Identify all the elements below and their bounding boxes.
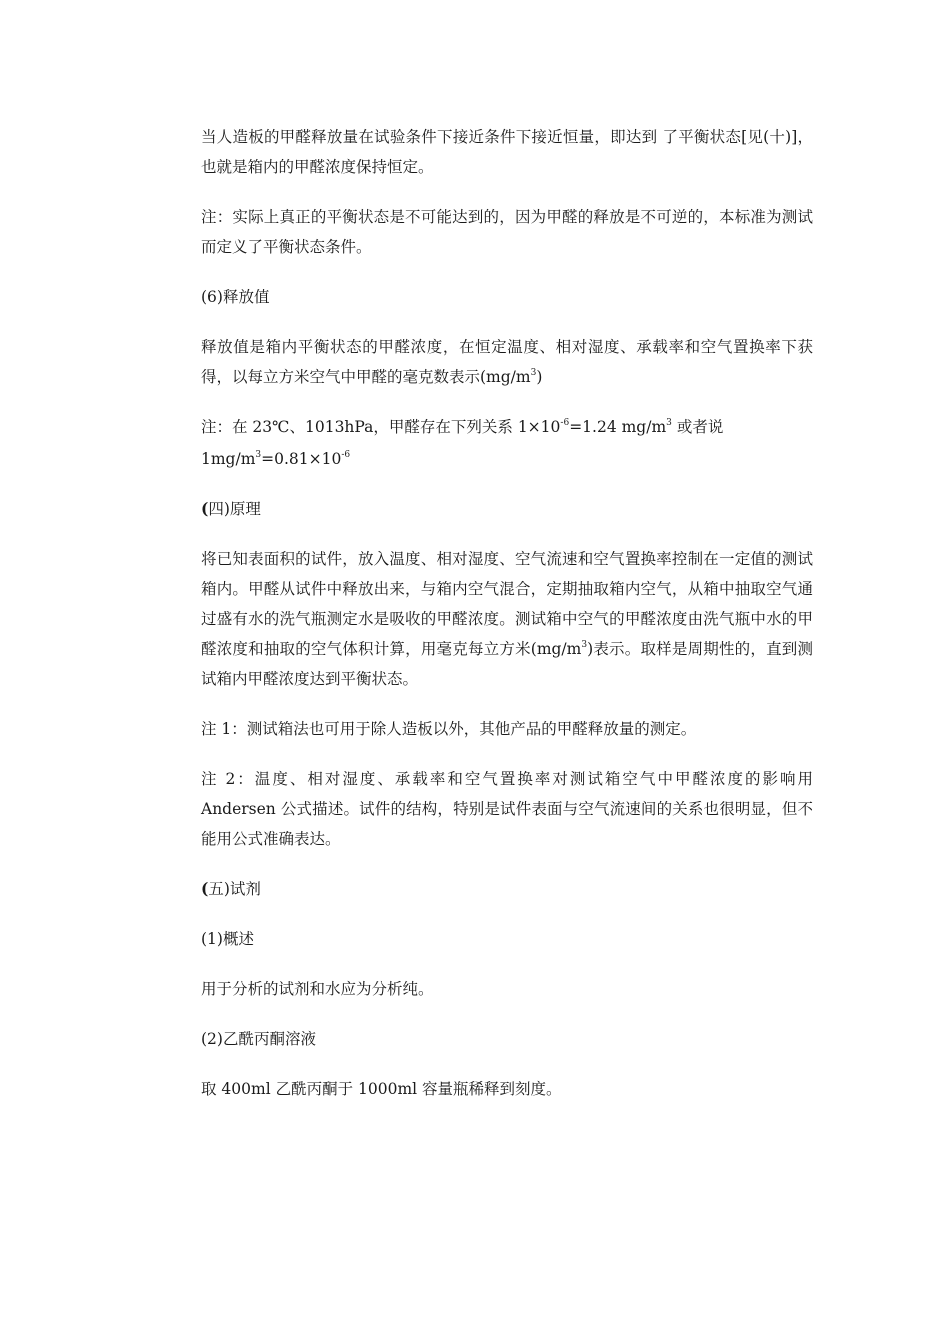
document-body xyxy=(201,122,813,1124)
heading-text: (2)乙酰丙酮溶液 xyxy=(201,1030,316,1048)
note-equilibrium xyxy=(201,202,813,262)
paragraph-text: 将已知表面积的试件，放入温度、相对湿度、空气流速和空气置换率控制在一定值的测试箱内。甲醛从试件中释放出来，与箱内空气混合，定期抽取箱内空气，从箱中抽取空气通过盛有水的洗气瓶测定水是吸收的甲醛浓度。测试箱中空气的甲醛浓度由洗气瓶中水的甲醛浓度和抽取的空气体积计算，用毫克每立方米(mg/m xyxy=(201,550,813,658)
heading-acetylacetone xyxy=(201,1024,813,1054)
heading-reagents xyxy=(201,874,813,904)
heading-release-value xyxy=(201,282,813,312)
superscript: 3 xyxy=(581,639,588,650)
note-text: 或者说 xyxy=(671,418,724,436)
note-1 xyxy=(201,714,813,744)
paragraph-text: 当人造板的甲醛释放量在试验条件下接近条件下接近恒量，即达到 了平衡状态[见(十)]，也就是箱内的甲醛浓度保持恒定。 xyxy=(201,128,813,176)
paragraph-equilibrium xyxy=(201,122,813,182)
paragraph-text: 用于分析的试剂和水应为分析纯。 xyxy=(201,980,434,998)
paragraph-reagent-purity xyxy=(201,974,813,1004)
superscript: 3 xyxy=(666,417,672,428)
heading-text: 五)试剂 xyxy=(208,880,261,898)
superscript: -6 xyxy=(560,417,570,428)
note-text: =0.81×10 xyxy=(261,450,342,468)
paragraph-text: 取 400ml 乙酰丙酮于 1000ml 容量瓶稀释到刻度。 xyxy=(201,1080,562,1098)
note-text: 1mg/m xyxy=(201,450,256,468)
paragraph-text: ) xyxy=(536,368,543,386)
heading-text: (6)释放值 xyxy=(201,288,270,306)
superscript: -6 xyxy=(341,449,351,460)
note-text: 注：实际上真正的平衡状态是不可能达到的，因为甲醛的释放是不可逆的，本标准为测试而定义了平衡状态条件。 xyxy=(201,208,813,256)
heading-paren: ( xyxy=(201,499,209,518)
paragraph-text: 释放值是箱内平衡状态的甲醛浓度，在恒定温度、相对湿度、承载率和空气置换率下获得，以每立方米空气中甲醛的毫克数表示(mg/m xyxy=(201,338,813,386)
superscript: 3 xyxy=(530,367,537,378)
note-text: 注：在 23℃、1013hPa，甲醛存在下列关系 1×10 xyxy=(201,418,561,436)
heading-principle xyxy=(201,494,813,524)
note-text: =1.24 mg/m xyxy=(569,418,667,436)
note-text: 注 2：温度、相对湿度、承载率和空气置换率对测试箱空气中甲醛浓度的影响用Andersen 公式描述。试件的结构，特别是试件表面与空气流速间的关系也很明显，但不能用公式准确表达。 xyxy=(201,770,813,848)
note-2 xyxy=(201,764,813,854)
paragraph-release-value xyxy=(201,332,813,392)
heading-text: 四)原理 xyxy=(208,500,261,518)
paragraph-principle xyxy=(201,544,813,694)
note-text: 注 1：测试箱法也可用于除人造板以外，其他产品的甲醛释放量的测定。 xyxy=(201,720,697,738)
heading-text: (1)概述 xyxy=(201,930,254,948)
note-conversion xyxy=(201,412,813,442)
heading-paren: ( xyxy=(201,879,209,898)
heading-overview xyxy=(201,924,813,954)
superscript: 3 xyxy=(255,449,262,460)
paragraph-acetylacetone xyxy=(201,1074,813,1104)
note-conversion-line2 xyxy=(201,444,813,474)
paragraph-text: )表示。取样是周期性的，直到测试箱内甲醛浓度达到平衡状态。 xyxy=(201,640,813,688)
